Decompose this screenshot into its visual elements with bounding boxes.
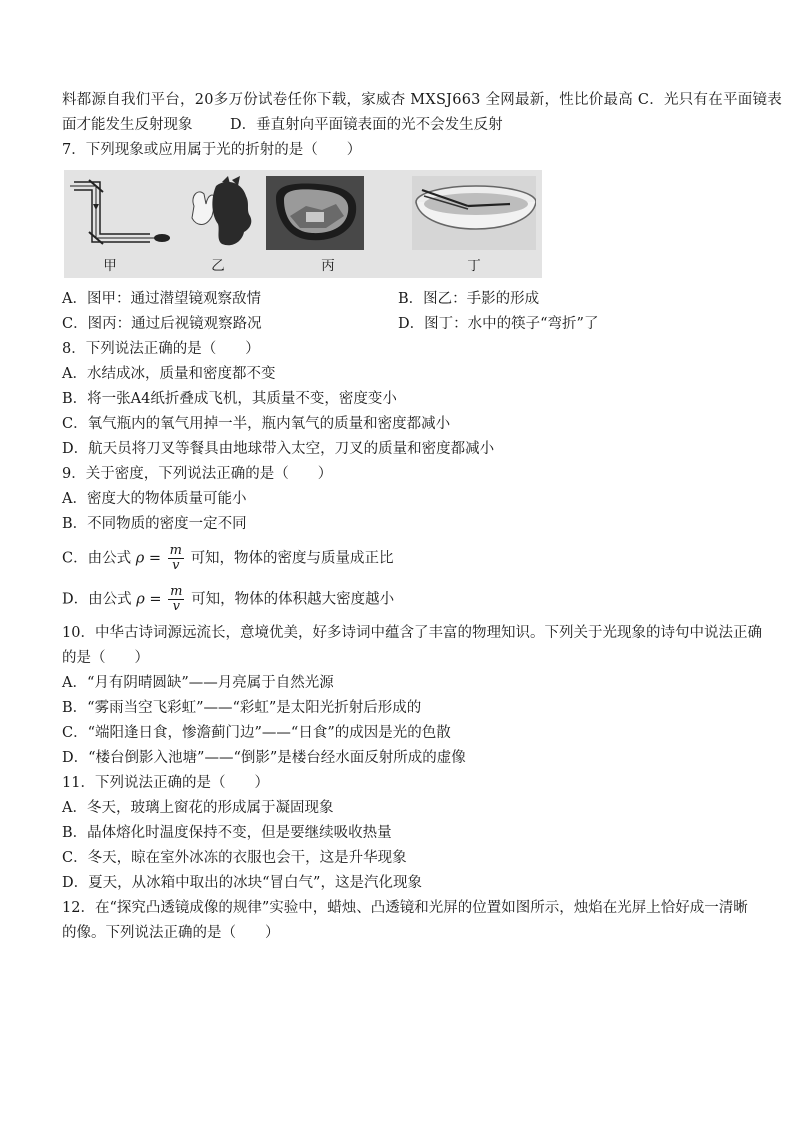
caption-bing: 丙 [321, 258, 335, 274]
question-12-stem-line-1: 12．在“探究凸透镜成像的规律”实验中，蜡烛、凸透镜和光屏的位置如图所示，烛焰在光屏上恰好成一清晰 [62, 900, 748, 916]
chopsticks-in-bowl-image [412, 176, 536, 250]
caption-yi: 乙 [211, 258, 225, 274]
q11-option-c: C．冬天，晾在室外冰冻的衣服也会干，这是升华现象 [62, 850, 407, 866]
q9-option-d-suffix: 可知，物体的体积越大密度越小 [191, 591, 395, 608]
q7-option-d: D．图丁：水中的筷子“弯折”了 [398, 316, 599, 332]
q7-option-c: C．图丙：通过后视镜观察路况 [62, 316, 262, 332]
question-8-stem: 8．下列说法正确的是（ ） [62, 341, 260, 357]
text-line-1: 料都源自我们平台，20多万份试卷任你下载，家威杏 MXSJ663 全网最新，性比价最高 C．光只有在平面镜表 [62, 92, 782, 108]
question-12-stem-line-2: 的像。下列说法正确的是（ ） [62, 925, 280, 941]
q8-option-d: D．航天员将刀叉等餐具由地球带入太空，刀叉的质量和密度都减小 [62, 441, 495, 457]
q10-option-d: D．“楼台倒影入池塘”——“倒影”是楼台经水面反射所成的虚像 [62, 750, 466, 766]
q11-option-a: A．冬天，玻璃上窗花的形成属于凝固现象 [62, 800, 334, 816]
question-10-stem-line-2: 的是（ ） [62, 650, 149, 666]
q11-option-b: B．晶体熔化时温度保持不变，但是要继续吸收热量 [62, 825, 392, 841]
question-7-figure [64, 170, 542, 278]
q10-option-b: B．“雾雨当空飞彩虹”——“彩虹”是太阳光折射后形成的 [62, 700, 422, 716]
question-7-stem: 7．下列现象或应用属于光的折射的是（ ） [62, 142, 362, 158]
density-fraction [168, 585, 184, 614]
density-fraction [168, 544, 184, 573]
rearview-mirror-image [266, 176, 364, 250]
q9-option-c-suffix: 可知，物体的密度与质量成正比 [190, 550, 394, 567]
q9-option-a: A．密度大的物体质量可能小 [62, 491, 247, 507]
q10-option-c: C．“端阳逢日食，惨澹蓟门边”——“日食”的成因是光的色散 [62, 725, 451, 741]
q9-option-d-prefix: D．由公式 [62, 591, 132, 608]
q9-option-c [62, 544, 394, 573]
density-formula-rho: ρ = [136, 591, 162, 608]
caption-ding: 丁 [467, 258, 481, 274]
text-line-2b: D．垂直射向平面镜表面的光不会发生反射 [230, 117, 503, 133]
q8-option-a: A．水结成冰，质量和密度都不变 [62, 366, 276, 382]
q9-option-c-prefix: C．由公式 [62, 550, 132, 567]
q8-option-c: C．氧气瓶内的氧气用掉一半，瓶内氧气的质量和密度都减小 [62, 416, 451, 432]
text-line-2a: 面才能发生反射现象 [62, 117, 193, 133]
q8-option-b: B．将一张A4纸折叠成飞机，其质量不变，密度变小 [62, 391, 397, 407]
q10-option-a: A．“月有阴晴圆缺”——月亮属于自然光源 [62, 675, 334, 691]
fraction-numerator: m [170, 584, 183, 599]
fraction-numerator: m [169, 543, 182, 558]
fraction-denominator: v [172, 558, 180, 573]
periscope-diagram [70, 176, 180, 250]
fraction-denominator: v [172, 599, 180, 614]
question-11-stem: 11．下列说法正确的是（ ） [62, 775, 269, 791]
q11-option-d: D．夏天，从冰箱中取出的冰块“冒白气”，这是汽化现象 [62, 875, 422, 891]
hand-shadow-image [176, 176, 260, 250]
q9-option-b: B．不同物质的密度一定不同 [62, 516, 247, 532]
question-9-stem: 9．关于密度，下列说法正确的是（ ） [62, 466, 333, 482]
caption-jia: 甲 [103, 258, 117, 274]
q9-option-d [62, 585, 394, 614]
density-formula-rho: ρ = [135, 550, 162, 567]
question-10-stem-line-1: 10．中华古诗词源远流长，意境优美，好多诗词中蕴含了丰富的物理知识。下列关于光现象的诗句中说法正确 [62, 625, 762, 641]
q7-option-a: A．图甲：通过潜望镜观察敌情 [62, 291, 261, 307]
q7-option-b: B．图乙：手影的形成 [398, 291, 540, 307]
